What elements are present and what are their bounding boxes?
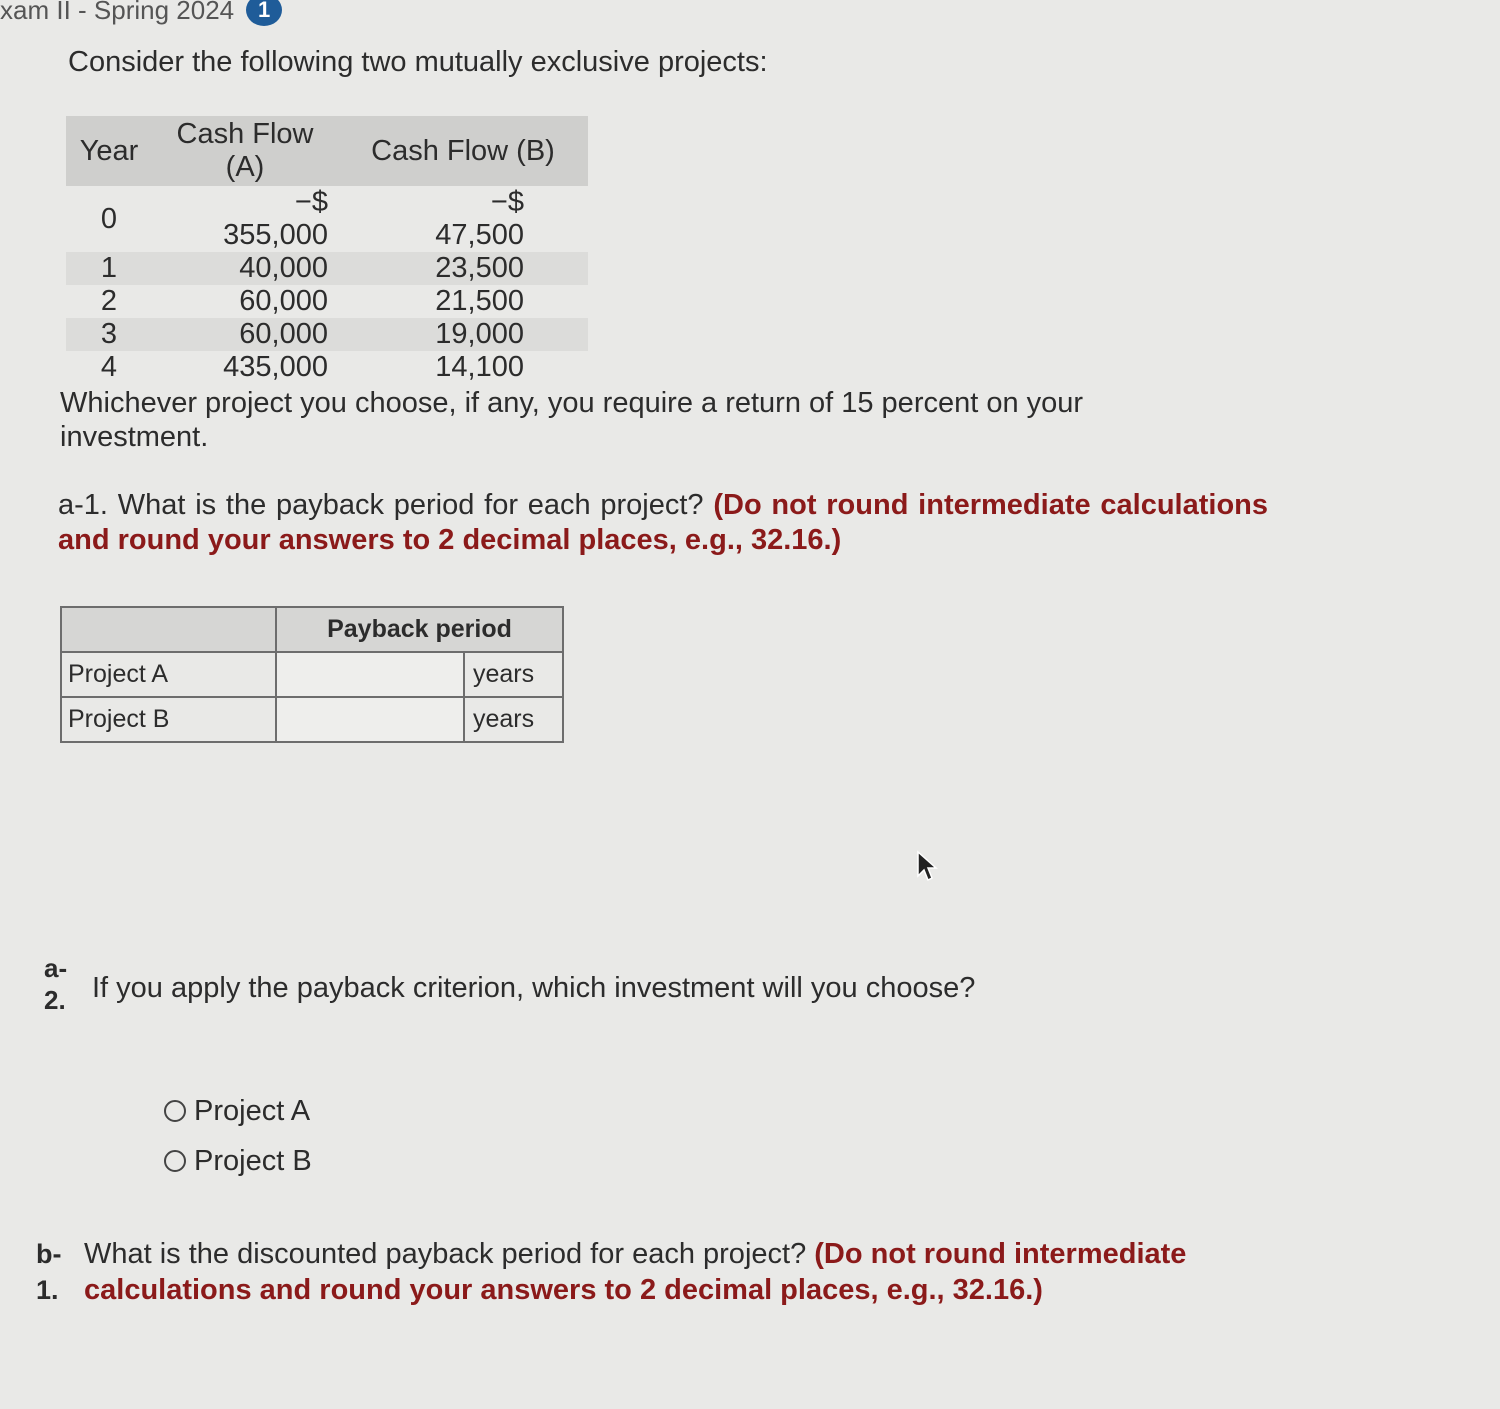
project-a-label: Project A — [61, 652, 276, 697]
negative-sign: −$ — [294, 186, 328, 218]
table-row — [66, 252, 588, 285]
cash-flow-b-cell — [338, 186, 588, 252]
answer-header-row — [61, 607, 563, 652]
project-b-payback-cell[interactable] — [276, 697, 464, 742]
payback-answer-table — [60, 606, 564, 743]
project-a-payback-cell[interactable] — [276, 652, 464, 697]
mouse-cursor-icon — [916, 850, 938, 882]
cash-flow-a-cell: 40,000 — [152, 252, 338, 285]
negative-sign: −$ — [490, 186, 524, 218]
amount: 355,000 — [223, 219, 328, 251]
radio-button-icon[interactable] — [164, 1150, 186, 1172]
cash-flow-a-cell: 60,000 — [152, 318, 338, 351]
table-row — [61, 652, 563, 697]
payback-choice-radio-group — [164, 1086, 312, 1186]
col-header-cash-flow-a: Cash Flow (A) — [152, 116, 338, 186]
year-cell: 2 — [100, 285, 118, 317]
cash-flow-a-cell: 435,000 — [223, 351, 328, 383]
radio-button-icon[interactable] — [164, 1100, 186, 1122]
label-line: 2. — [44, 985, 66, 1015]
table-row — [66, 351, 588, 384]
info-icon[interactable]: 1 — [246, 0, 282, 26]
radio-option-project-a[interactable] — [164, 1086, 312, 1136]
table-row — [61, 697, 563, 742]
col-header-year: Year — [66, 116, 152, 186]
required-return-text: Whichever project you choose, if any, you require a return of 15 percent on your investment. — [60, 387, 1084, 453]
table-row — [66, 186, 588, 252]
cash-flow-a-cell: 60,000 — [239, 285, 328, 317]
cash-flow-b-cell: 23,500 — [338, 252, 588, 285]
table-row — [66, 285, 588, 318]
radio-option-project-b[interactable] — [164, 1136, 312, 1186]
question-a2-label — [44, 952, 67, 1016]
year-cell: 3 — [66, 318, 152, 351]
radio-label[interactable]: Project A — [194, 1094, 311, 1127]
years-unit: years — [464, 697, 563, 742]
project-b-label: Project B — [61, 697, 276, 742]
year-cell: 4 — [100, 351, 118, 383]
project-b-payback-input[interactable] — [277, 700, 463, 740]
year-cell: 1 — [66, 252, 152, 285]
project-a-payback-input[interactable] — [277, 655, 463, 695]
question-text: What is the discounted payback period for each project? — [84, 1238, 807, 1270]
year-cell: 0 — [100, 202, 118, 235]
cash-flow-b-cell: 19,000 — [338, 318, 588, 351]
question-b1 — [84, 1236, 1264, 1308]
label-line: a- — [44, 953, 68, 983]
question-instruction: (Do not round intermediate calculations and round your answers to 2 decimal places, e.g., 32.16.) — [58, 489, 1268, 556]
question-text: What is the payback period for each project? — [117, 489, 704, 521]
exam-title: xam II - Spring 2024 — [0, 0, 235, 25]
years-unit: years — [464, 652, 563, 697]
cash-flow-b-cell: 14,100 — [435, 351, 524, 383]
question-label: a-1. — [58, 489, 108, 521]
question-a1 — [58, 488, 1268, 558]
table-row — [66, 318, 588, 351]
amount: 47,500 — [435, 219, 524, 251]
intro-text: Consider the following two mutually exclusive projects: — [68, 46, 768, 78]
cash-flow-b-cell: 21,500 — [435, 285, 524, 317]
question-a2-text: If you apply the payback criterion, which investment will you choose? — [92, 972, 976, 1004]
cash-flow-table — [66, 116, 588, 384]
radio-label[interactable]: Project B — [194, 1144, 312, 1177]
col-header-cash-flow-b: Cash Flow (B) — [338, 116, 588, 186]
question-instruction: (Do not round intermediate calculations and round your answers to 2 decimal places, e.g., 32.16.) — [84, 1238, 1187, 1306]
empty-header-cell — [61, 607, 276, 652]
label-line: b- — [36, 1239, 62, 1269]
cash-flow-header-row — [66, 116, 588, 186]
question-b1-label — [36, 1236, 61, 1308]
payback-period-header: Payback period — [276, 607, 563, 652]
cash-flow-a-cell — [152, 186, 338, 252]
page-header — [0, 0, 282, 26]
label-line: 1. — [36, 1275, 59, 1305]
